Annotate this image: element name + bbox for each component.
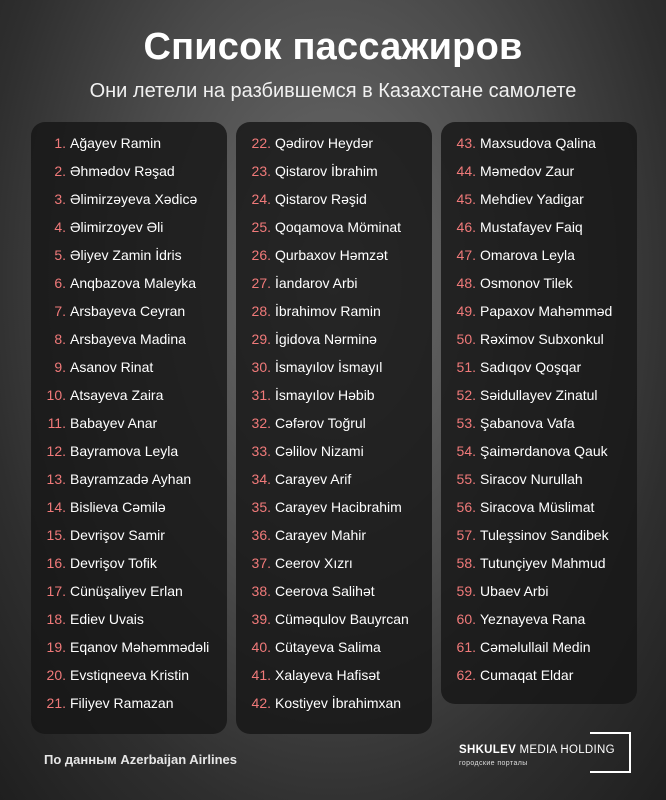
passenger-row [236, 269, 432, 297]
passenger-row [236, 129, 432, 157]
passenger-row [236, 465, 432, 493]
passenger-name: Ceerova Salihət [275, 583, 375, 599]
passenger-row [31, 381, 227, 409]
passenger-name: Əliyev Zamin İdris [70, 247, 182, 263]
passenger-row [31, 437, 227, 465]
passenger-row [31, 409, 227, 437]
passenger-number: 51. [456, 359, 476, 375]
passenger-name: Cütayeva Salima [275, 639, 381, 655]
passenger-name: Qədirov Heydər [275, 135, 374, 151]
passenger-number: 39. [251, 611, 271, 627]
passenger-number: 60. [456, 611, 476, 627]
passenger-name: Devrişov Samir [70, 527, 165, 543]
passenger-name: Osmonov Tilek [480, 275, 573, 291]
passenger-row [31, 493, 227, 521]
passenger-name: İandarov Arbi [275, 275, 358, 291]
passenger-row [236, 213, 432, 241]
logo-strong-text: SHKULEV [459, 744, 517, 756]
passenger-row [441, 605, 637, 633]
passenger-row [441, 633, 637, 661]
passenger-row [236, 605, 432, 633]
passenger-row [236, 185, 432, 213]
passenger-name: İgidova Nərminə [275, 331, 377, 347]
passenger-column-1 [31, 122, 227, 734]
passenger-name: Carayev Arif [275, 471, 352, 487]
logo-tagline: городские порталы [459, 760, 528, 767]
passenger-name: Ubaev Arbi [480, 583, 549, 599]
passenger-number: 41. [251, 667, 271, 683]
passenger-row [236, 549, 432, 577]
passenger-row [236, 493, 432, 521]
passenger-number: 35. [251, 499, 271, 515]
passenger-number: 52. [456, 387, 476, 403]
passenger-row [31, 241, 227, 269]
passenger-row [441, 549, 637, 577]
passenger-name: İsmayılov Həbib [275, 387, 375, 403]
passenger-number: 47. [456, 247, 476, 263]
passenger-number: 45. [456, 191, 476, 207]
passenger-number: 6. [54, 275, 66, 291]
passenger-name: Cüməqulov Bauyrcan [275, 611, 409, 627]
passenger-row [441, 325, 637, 353]
passenger-number: 12. [46, 443, 66, 459]
passenger-number: 10. [46, 387, 66, 403]
passenger-row [31, 157, 227, 185]
passenger-column-2 [236, 122, 432, 734]
passenger-number: 56. [456, 499, 476, 515]
passenger-number: 9. [54, 359, 66, 375]
passenger-name: Carayev Hacibrahim [275, 499, 402, 515]
passenger-number: 15. [46, 527, 66, 543]
passenger-number: 17. [46, 583, 66, 599]
passenger-number: 5. [54, 247, 66, 263]
passenger-name: Yeznayeva Rana [480, 611, 586, 627]
passenger-row [441, 521, 637, 549]
passenger-row [441, 493, 637, 521]
passenger-name: Arsbayeva Madina [70, 331, 186, 347]
passenger-row [31, 577, 227, 605]
passenger-number: 40. [251, 639, 271, 655]
passenger-name: Əlimirzoyev Əli [70, 219, 164, 235]
passenger-name: Mehdiev Yadigar [480, 191, 584, 207]
passenger-number: 24. [251, 191, 271, 207]
passenger-row [441, 465, 637, 493]
passenger-name: Bayramova Leyla [70, 443, 179, 459]
passenger-name: Eqanov Məhəmmədəli [70, 639, 210, 655]
passenger-row [236, 241, 432, 269]
passenger-number: 25. [251, 219, 271, 235]
passenger-name: Babayev Anar [70, 415, 158, 431]
passenger-name: Tuleşsinov Sandibek [480, 527, 609, 543]
passenger-row [31, 605, 227, 633]
passenger-number: 33. [251, 443, 271, 459]
passenger-number: 43. [456, 135, 476, 151]
passenger-name: Qurbaxov Həmzət [275, 247, 388, 263]
passenger-row [236, 521, 432, 549]
passenger-row [236, 325, 432, 353]
passenger-name: Tutunçiyev Mahmud [480, 555, 606, 571]
passenger-name: Kostiyev İbrahimxan [275, 695, 402, 711]
passenger-name: Asanov Rinat [70, 359, 154, 375]
passenger-number: 31. [251, 387, 271, 403]
passenger-name: Rəximov Subxonkul [480, 331, 604, 347]
shkulev-logo [459, 732, 635, 774]
passenger-name: Carayev Mahir [275, 527, 367, 543]
passenger-row [31, 269, 227, 297]
passenger-number: 54. [456, 443, 476, 459]
passenger-number: 59. [456, 583, 476, 599]
passenger-row [236, 381, 432, 409]
passenger-row [236, 689, 432, 717]
passenger-row [236, 409, 432, 437]
passenger-row [441, 185, 637, 213]
passenger-number: 30. [251, 359, 271, 375]
passenger-name: İbrahimov Ramin [275, 303, 381, 319]
passenger-name: Qistarov Rəşid [275, 191, 367, 207]
passenger-number: 49. [456, 303, 476, 319]
passenger-row [441, 661, 637, 689]
passenger-name: Ceerov Xızrı [275, 555, 353, 571]
passenger-number: 1. [54, 135, 66, 151]
passenger-name: Devrişov Tofik [70, 555, 157, 571]
passenger-number: 21. [46, 695, 66, 711]
passenger-name: Ediev Uvais [70, 611, 144, 627]
passenger-row [441, 269, 637, 297]
passenger-row [441, 213, 637, 241]
passenger-row [236, 661, 432, 689]
passenger-row [31, 521, 227, 549]
passenger-columns [31, 122, 637, 734]
passenger-number: 37. [251, 555, 271, 571]
passenger-number: 48. [456, 275, 476, 291]
passenger-number: 57. [456, 527, 476, 543]
passenger-name: Atsayeva Zaira [70, 387, 164, 403]
passenger-number: 19. [46, 639, 66, 655]
passenger-number: 62. [456, 667, 476, 683]
passenger-row [441, 437, 637, 465]
passenger-number: 28. [251, 303, 271, 319]
passenger-row [31, 633, 227, 661]
passenger-number: 61. [456, 639, 476, 655]
passenger-row [441, 157, 637, 185]
passenger-row [31, 353, 227, 381]
source-note: По данным Azerbaijan Airlines [44, 752, 237, 767]
passenger-number: 36. [251, 527, 271, 543]
passenger-name: Maxsudova Qalina [480, 135, 596, 151]
passenger-name: Sadıqov Qoşqar [480, 359, 582, 375]
passenger-row [236, 353, 432, 381]
passenger-row [31, 129, 227, 157]
passenger-row [441, 241, 637, 269]
passenger-name: Siracova Müslimat [480, 499, 595, 515]
passenger-name: Cəməlullail Medin [480, 639, 591, 655]
passenger-number: 13. [46, 471, 66, 487]
passenger-row [31, 297, 227, 325]
passenger-name: Evstiqneeva Kristin [70, 667, 190, 683]
passenger-name: Siracov Nurullah [480, 471, 583, 487]
passenger-name: Anqbazova Maleyka [70, 275, 197, 291]
passenger-name: İsmayılov İsmayıl [275, 359, 383, 375]
passenger-number: 23. [251, 163, 271, 179]
passenger-row [441, 409, 637, 437]
passenger-number: 16. [46, 555, 66, 571]
passenger-name: Bislieva Cəmilə [70, 499, 166, 515]
passenger-number: 27. [251, 275, 271, 291]
passenger-name: Omarova Leyla [480, 247, 575, 263]
page-title: Список пассажиров [143, 26, 523, 68]
passenger-name: Filiyev Ramazan [70, 695, 174, 711]
passenger-number: 11. [47, 415, 66, 431]
passenger-row [31, 549, 227, 577]
passenger-row [31, 661, 227, 689]
passenger-number: 46. [456, 219, 476, 235]
passenger-name: Şabanova Vafa [480, 415, 575, 431]
passenger-number: 42. [251, 695, 271, 711]
passenger-number: 55. [456, 471, 476, 487]
passenger-row [31, 213, 227, 241]
passenger-number: 2. [54, 163, 66, 179]
passenger-name: Cünüşaliyev Erlan [70, 583, 183, 599]
passenger-name: Mustafayev Faiq [480, 219, 583, 235]
passenger-name: Əlimirzəyeva Xədicə [70, 191, 198, 207]
passenger-name: Bayramzadə Ayhan [70, 471, 192, 487]
passenger-number: 4. [54, 219, 66, 235]
logo-rest-text: MEDIA HOLDING [516, 744, 615, 756]
passenger-name: Cumaqat Eldar [480, 667, 574, 683]
passenger-name: Ağayev Ramin [70, 135, 162, 151]
passenger-number: 26. [251, 247, 271, 263]
passenger-name: Məmedov Zaur [480, 163, 575, 179]
passenger-name: Qistarov İbrahim [275, 163, 378, 179]
passenger-name: Qoqamova Möminat [275, 219, 402, 235]
passenger-row [441, 129, 637, 157]
passenger-number: 8. [54, 331, 66, 347]
passenger-number: 50. [456, 331, 476, 347]
passenger-row [31, 325, 227, 353]
passenger-number: 14. [46, 499, 66, 515]
passenger-row [441, 297, 637, 325]
passenger-row [31, 185, 227, 213]
passenger-name: Papaxov Mahəmməd [480, 303, 613, 319]
passenger-row [236, 633, 432, 661]
passenger-number: 32. [251, 415, 271, 431]
passenger-number: 3. [54, 191, 66, 207]
passenger-name: Arsbayeva Ceyran [70, 303, 186, 319]
passenger-number: 34. [251, 471, 271, 487]
passenger-row [236, 577, 432, 605]
passenger-row [31, 465, 227, 493]
passenger-row [31, 689, 227, 717]
passenger-name: Cəfərov Toğrul [275, 415, 366, 431]
passenger-number: 58. [456, 555, 476, 571]
logo-wordmark [459, 744, 615, 756]
passenger-number: 44. [456, 163, 476, 179]
passenger-row [441, 353, 637, 381]
passenger-name: Əhmədov Rəşad [70, 163, 175, 179]
passenger-number: 20. [46, 667, 66, 683]
passenger-name: Xalayeva Hafisət [275, 667, 381, 683]
passenger-number: 18. [46, 611, 66, 627]
passenger-row [236, 157, 432, 185]
passenger-row [441, 381, 637, 409]
passenger-name: Cəlilov Nizami [275, 443, 364, 459]
passenger-number: 53. [456, 415, 476, 431]
passenger-number: 38. [251, 583, 271, 599]
passenger-column-3 [441, 122, 637, 704]
passenger-number: 29. [251, 331, 271, 347]
passenger-row [236, 437, 432, 465]
passenger-number: 22. [251, 135, 271, 151]
passenger-number: 7. [54, 303, 66, 319]
passenger-name: Səidullayev Zinatul [480, 387, 598, 403]
page-subtitle: Они летели на разбившемся в Казахстане самолете [89, 80, 577, 102]
passenger-row [441, 577, 637, 605]
passenger-name: Şaimərdanova Qauk [480, 443, 608, 459]
passenger-row [236, 297, 432, 325]
